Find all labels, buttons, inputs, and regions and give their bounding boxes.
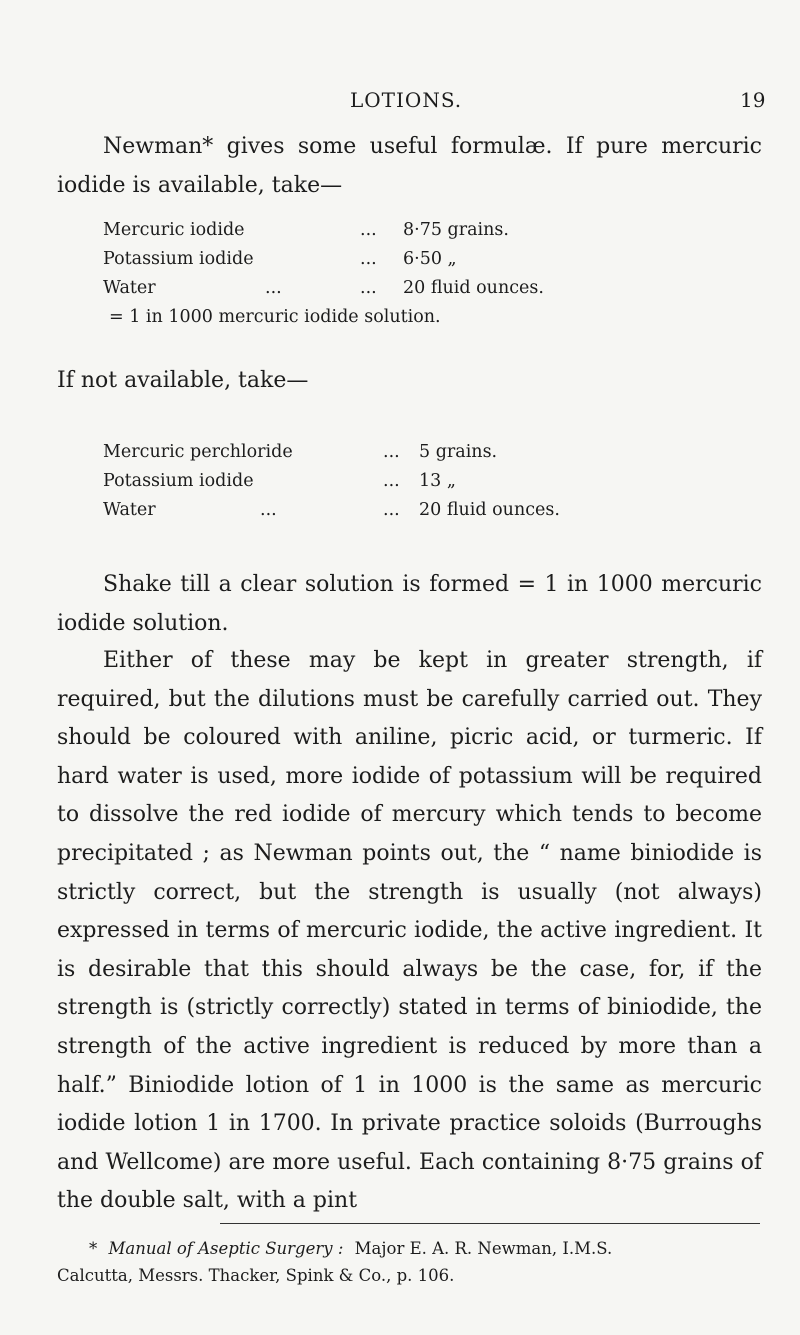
recipe-row: [103, 278, 783, 307]
intro-paragraph: Newman* gives some useful formulæ. If pure mercuric iodide is available, take—: [57, 134, 762, 198]
ingredient-quantity: 13 „: [419, 471, 456, 491]
if-not-paragraph: If not available, take—: [57, 368, 309, 393]
footnote: [57, 1235, 757, 1289]
recipe-row: [103, 471, 783, 500]
ingredient-name: Potassium iodide: [103, 471, 254, 491]
shake-paragraph: Shake till a clear solution is formed = 1 in 1000 mercuric iodide solution.: [57, 572, 762, 636]
ingredient-name: Potassium iodide: [103, 249, 254, 269]
recipe-mercuric-iodide: [103, 220, 783, 336]
ingredient-quantity: 6·50 „: [403, 249, 457, 269]
equivalent-strength: = 1 in 1000 mercuric iodide solution.: [109, 307, 441, 327]
ingredient-name: Water: [103, 500, 156, 520]
ingredient-quantity: 5 grains.: [419, 442, 498, 462]
leader-dots: ...: [383, 442, 400, 462]
leader-dots: ...: [360, 220, 377, 240]
recipe-row: [103, 249, 783, 278]
leader-dots: ...: [383, 471, 400, 491]
leader-dots: ...: [360, 278, 377, 298]
footnote-line-1: [57, 1235, 757, 1262]
leader-dots: ...: [360, 249, 377, 269]
ingredient-name: Mercuric perchloride: [103, 442, 293, 462]
running-head: [0, 88, 800, 118]
footnote-rule: [220, 1223, 760, 1224]
recipe-row: [103, 220, 783, 249]
ingredient-quantity: 20 fluid ounces.: [419, 500, 560, 520]
footnote-author: Major E. A. R. Newman, I.M.S.: [354, 1239, 613, 1258]
ingredient-quantity: 8·75 grains.: [403, 220, 509, 240]
recipe-row: [103, 500, 783, 529]
page-number: 19: [740, 88, 766, 112]
ingredient-name: Mercuric iodide: [103, 220, 245, 240]
ingredient-name: Water: [103, 278, 156, 298]
running-title: LOTIONS.: [350, 88, 463, 112]
recipe-equivalent-row: [103, 307, 783, 336]
leader-dots: ...: [265, 278, 282, 298]
recipe-row: [103, 442, 783, 471]
footnote-marker: *: [89, 1239, 98, 1258]
recipe-mercuric-perchloride: [103, 442, 783, 529]
body-paragraph: Either of these may be kept in greater strength, if required, but the dilutions must be carefully carried out. They should be coloured with aniline, picric acid, or turmeric. If hard water is used, more iodide of potassium will be required to dissolve the red iodide of mercury which tends to become precipitated ; as Newman points out, the “ name biniodide is strictly correct, but the strength is usually (not always) expressed in terms of mercuric iodide, the active ingredient. It is desirable that this should always be the case, for, if the strength is (strictly correctly) stated in terms of biniodide, the strength of the active ingredient is reduced by more than a half.” Biniodide lotion of 1 in 1000 is the same as mercuric iodide lotion 1 in 1700. In private practice soloids (Burroughs and Wellcome) are more useful. Each containing 8·75 grains of the double salt, with a pint: [57, 648, 762, 1214]
leader-dots: ...: [260, 500, 277, 520]
ingredient-quantity: 20 fluid ounces.: [403, 278, 544, 298]
footnote-book-title: Manual of Aseptic Surgery :: [108, 1239, 344, 1258]
leader-dots: ...: [383, 500, 400, 520]
footnote-line-2: Calcutta, Messrs. Thacker, Spink & Co., p. 106.: [57, 1266, 455, 1285]
